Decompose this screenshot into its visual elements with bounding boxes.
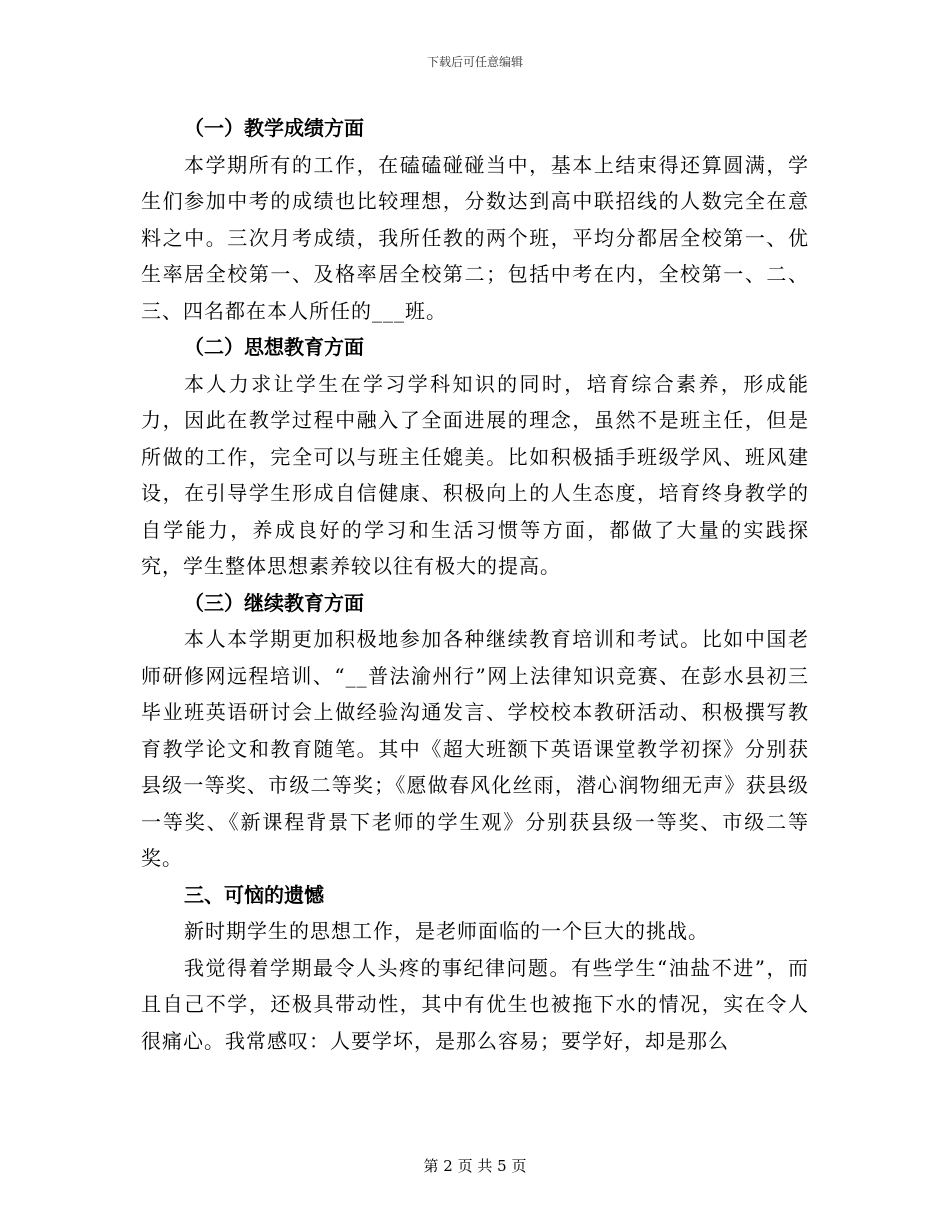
section-paragraph: 本人力求让学生在学习学科知识的同时，培育综合素养，形成能力，因此在教学过程中融入了全面进展的理念，虽然不是班主任，但是所做的工作，完全可以与班主任媲美。比如积极插手班级学风、班风建设，在引导学生形成自信健康、积极向上的人生态度，培育终身教学的自学能力，养成良好的学习和生活习惯等方面，都做了大量的实践探究，学生整体思想素养较以往有极大的提高。 [141,371,809,578]
section-continuing-education [141,585,809,877]
section-heading: （三）继续教育方面 [184,590,364,615]
section-paragraph: 本人本学期更加积极地参加各种继续教育培训和考试。比如中国老师研修网远程培训、“__普法渝州行”网上法律知识竞赛、在彭水县初三毕业班英语研讨会上做经验沟通发言、学校校本教研活动、积极撰写教育教学论文和教育随笔。其中《超大班额下英语课堂教学初探》分别获县级一等奖、市级二等奖；《愿做春风化丝雨，潜心润物细无声》获县级一等奖、《新课程背景下老师的学生观》分别获县级一等奖、市级二等奖。 [141,627,809,870]
section-heading: （一）教学成绩方面 [184,116,364,140]
section-paragraph: 我觉得着学期最令人头疼的事纪律问题。有些学生“油盐不进”，而且自己不学，还极具带动性，其中有优生也被拖下水的情况，实在令人很痛心。我常感叹：人要学坏，是那么容易；要学好，却是那么 [141,955,809,1053]
section-paragraph: 新时期学生的思想工作，是老师面临的一个巨大的挑战。 [184,919,709,943]
page-number-footer: 第 2 页 共 5 页 [423,1157,527,1175]
section-ideological-education [141,329,809,585]
section-heading: （二）思想教育方面 [184,335,364,359]
section-regrets [141,877,809,1060]
section-teaching-results [141,110,809,329]
section-paragraph: 本学期所有的工作，在磕磕碰碰当中，基本上结束得还算圆满，学生们参加中考的成绩也比较理想，分数达到高中联招线的人数完全在意料之中。三次月考成绩，我所任教的两个班，平均分都居全校第一、优生率居全校第一、及格率居全校第二；包括中考在内，全校第一、二、三、四名都在本人所任的___班。 [141,152,809,323]
page-header-note: 下载后可任意编辑 [426,55,523,69]
document-body [141,110,809,1059]
section-heading: 三、可恼的遗憾 [184,882,324,907]
